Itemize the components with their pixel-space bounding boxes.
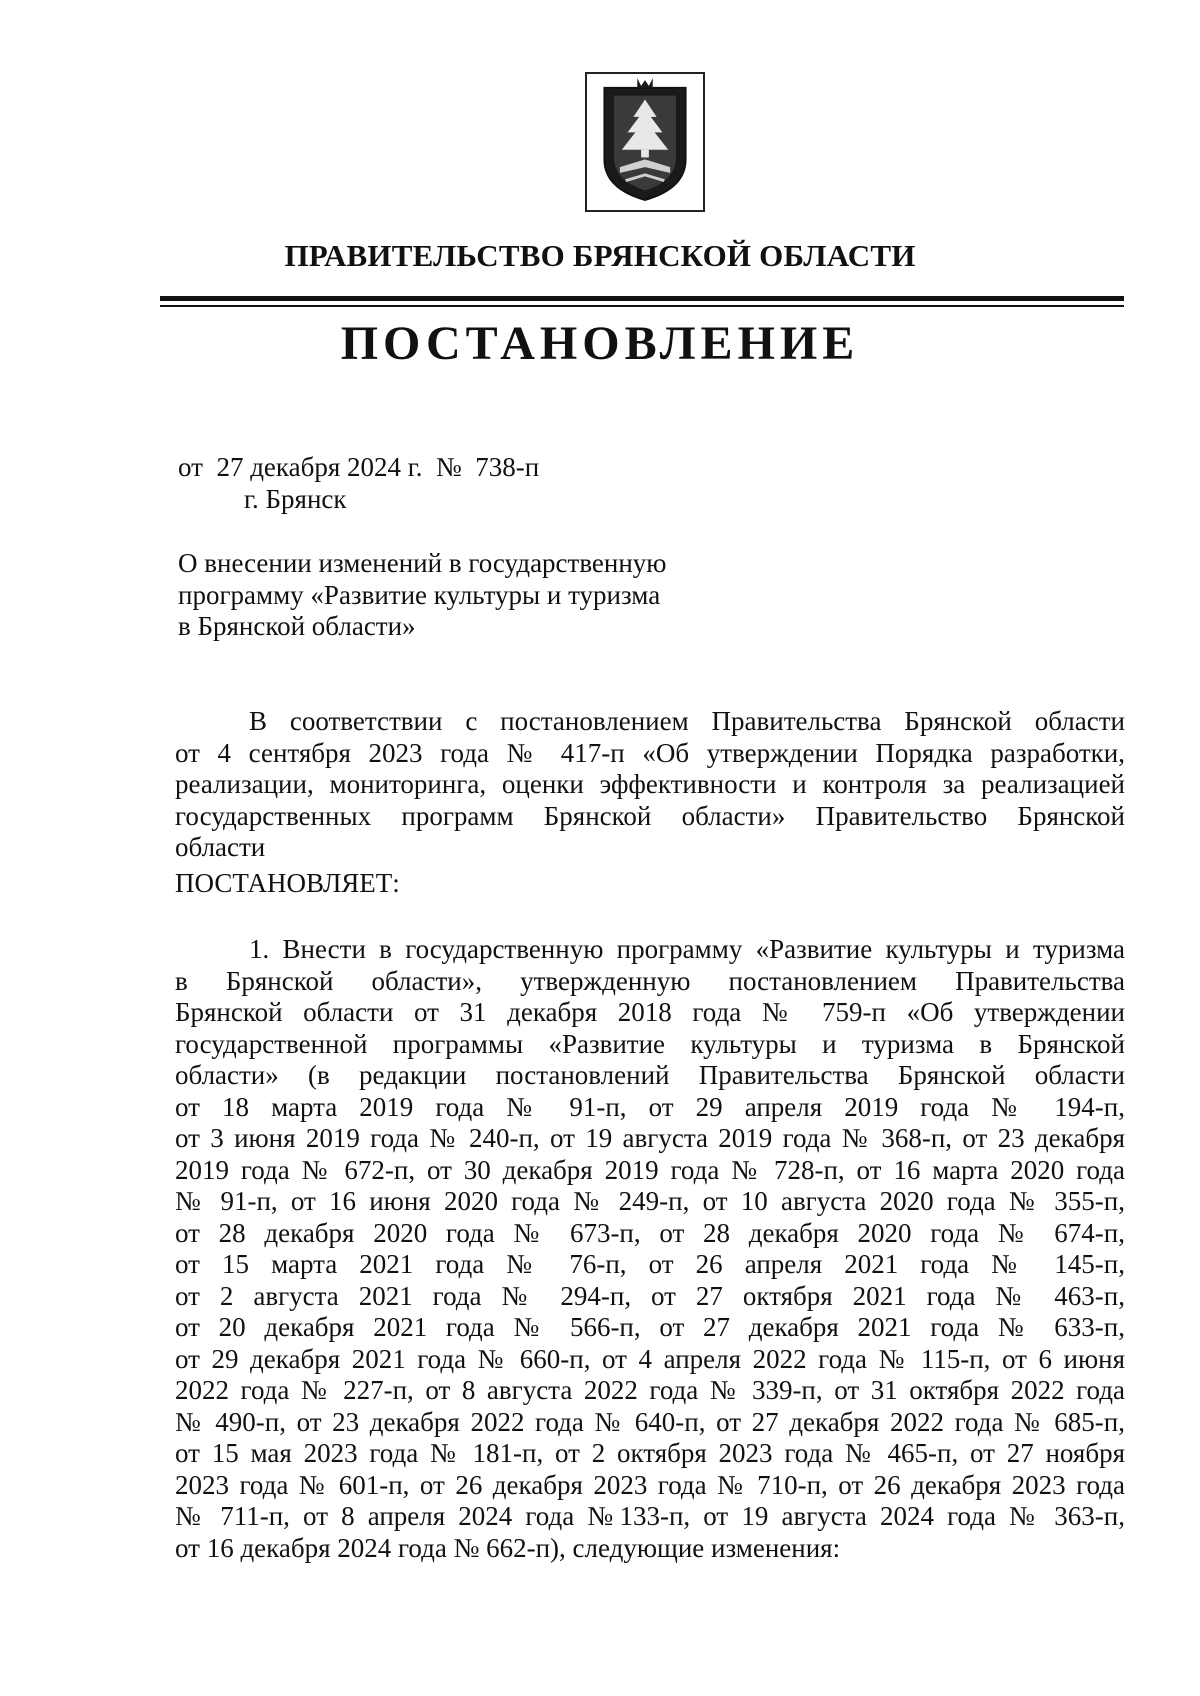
paragraph-line: от 18 марта 2019 года № 91-п, от 29 апреля 2019 года № 194-п,	[175, 1091, 1125, 1122]
header-rule-thick	[160, 296, 1124, 301]
paragraph-line: от 15 мая 2023 года № 181-п, от 2 октября 2023 года № 465-п, от 27 ноября	[175, 1438, 1125, 1468]
paragraph-line: 2019 года № 672-п, от 30 декабря 2019 года № 728-п, от 16 марта 2020 года	[175, 1154, 1125, 1185]
paragraph-line: В соответствии с постановлением Правительства Брянской области	[249, 706, 1125, 736]
paragraph-line: реализации, мониторинга, оценки эффективности и контроля за реализацией	[175, 769, 1125, 799]
decree-word: ПОСТАНОВЛЯЕТ:	[175, 868, 400, 898]
paragraph-line: государственной программы «Развитие культуры и туризма в Брянской	[175, 1028, 1125, 1059]
subject-line: программу «Развитие культуры и туризма	[178, 579, 661, 610]
document-subject	[178, 548, 738, 643]
paragraph-line: от 15 марта 2021 года № 76-п, от 26 апреля 2021 года № 145-п,	[175, 1249, 1125, 1279]
paragraph-line: № 711-п, от 8 апреля 2024 года №133-п, от 19 августа 2024 года № 363-п,	[175, 1501, 1125, 1531]
item-1-paragraph	[175, 934, 1125, 1564]
paragraph-line: от 2 августа 2021 года № 294-п, от 27 октября 2021 года № 463-п,	[175, 1280, 1125, 1311]
government-title: ПРАВИТЕЛЬСТВО БРЯНСКОЙ ОБЛАСТИ	[284, 238, 916, 273]
paragraph-line: государственных программ Брянской области» Правительство Брянской	[175, 800, 1125, 831]
paragraph-line: в Брянской области», утвержденную постановлением Правительства	[175, 965, 1125, 996]
paragraph-line: 1. Внести в государственную программу «Развитие культуры и туризма	[249, 934, 1125, 964]
paragraph-line: от 16 декабря 2024 года № 662-п), следующие изменения:	[175, 1532, 841, 1563]
paragraph-line: от 4 сентября 2023 года № 417-п «Об утверждении Порядка разработки,	[175, 737, 1125, 768]
city-line: г. Брянск	[244, 484, 347, 514]
paragraph-line: от 20 декабря 2021 года № 566-п, от 27 декабря 2021 года № 633-п,	[175, 1312, 1125, 1342]
paragraph-line: № 91-п, от 16 июня 2020 года № 249-п, от 10 августа 2020 года № 355-п,	[175, 1186, 1125, 1216]
paragraph-line: от 28 декабря 2020 года № 673-п, от 28 декабря 2020 года № 674-п,	[175, 1217, 1125, 1248]
preamble-paragraph	[175, 706, 1125, 864]
date-number-line: от 27 декабря 2024 г. № 738-п	[178, 452, 540, 482]
coat-of-arms-emblem	[585, 72, 705, 212]
paragraph-line: области» (в редакции постановлений Правительства Брянской области	[175, 1060, 1125, 1090]
subject-line: в Брянской области»	[178, 611, 416, 641]
paragraph-line: области	[175, 832, 266, 862]
document-type-title: ПОСТАНОВЛЕНИЕ	[340, 317, 860, 370]
paragraph-line: № 490-п, от 23 декабря 2022 года № 640-п, от 27 декабря 2022 года № 685-п,	[175, 1406, 1125, 1437]
paragraph-line: от 29 декабря 2021 года № 660-п, от 4 апреля 2022 года № 115-п, от 6 июня	[175, 1343, 1125, 1374]
paragraph-line: от 3 июня 2019 года № 240-п, от 19 августа 2019 года № 368-п, от 23 декабря	[175, 1123, 1125, 1153]
paragraph-line: 2022 года № 227-п, от 8 августа 2022 года № 339-п, от 31 октября 2022 года	[175, 1375, 1125, 1405]
header-rule-thin	[160, 305, 1124, 307]
paragraph-line: Брянской области от 31 декабря 2018 года № 759-п «Об утверждении	[175, 997, 1125, 1027]
paragraph-line: 2023 года № 601-п, от 26 декабря 2023 года № 710-п, от 26 декабря 2023 года	[175, 1469, 1125, 1500]
coat-of-arms-icon	[587, 74, 703, 210]
subject-line: О внесении изменений в государственную	[178, 548, 667, 578]
